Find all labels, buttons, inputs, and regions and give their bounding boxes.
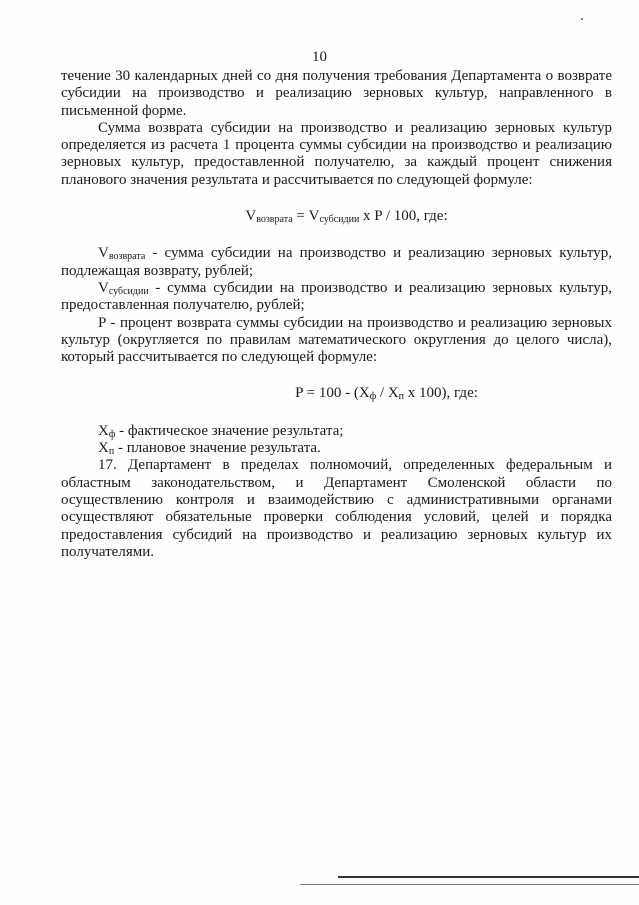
def-v-subsidy-sub: субсидии: [108, 285, 149, 297]
formula-percent-end: x 100), где:: [404, 385, 478, 402]
formula-refund-v1: V: [245, 208, 257, 225]
def-x-planned-sub: п: [108, 446, 115, 458]
formula-refund-rest: x P / 100, где:: [359, 208, 448, 225]
formula-refund: [61, 208, 612, 225]
def-v-refund-sub: возврата: [108, 251, 146, 263]
formula-percent: [61, 385, 612, 402]
scan-speck: [581, 18, 583, 20]
formula-percent-sub1: ф: [369, 391, 377, 403]
def-x-actual-text: - фактическое значение результата;: [115, 422, 344, 439]
document-body: [61, 68, 612, 561]
formula-refund-v2: V: [308, 208, 320, 225]
definition-x-planned: [61, 440, 612, 457]
formula-percent-mid: / X: [376, 385, 399, 402]
definition-v-refund: [61, 245, 612, 280]
def-v-subsidy-symbol: V: [98, 279, 109, 296]
footer-rule-thin: [300, 884, 639, 885]
definition-x-actual: [61, 423, 612, 440]
paragraph-refund-amount: Сумма возврата субсидии на производство и реализацию зерновых культур определяется из расчета 1 процента суммы субсидии на производство и реализацию зерновых культур, предоставленной получателю, за каждый процент снижения планового значения результата и рассчитывается по следующей формуле:: [61, 119, 612, 188]
definition-p-percent: P - процент возврата суммы субсидии на производство и реализацию зерновых культур (округляется по правилам математического округления до целого числа), который рассчитывается по следующей формуле:: [61, 314, 612, 366]
def-x-actual-symbol: X: [98, 422, 109, 439]
def-x-planned-symbol: X: [98, 440, 109, 457]
def-x-actual-sub: ф: [108, 428, 116, 440]
def-x-planned-text: - плановое значение результата.: [114, 440, 321, 457]
footer-rule: [338, 876, 639, 878]
paragraph-17: 17. Департамент в пределах полномочий, определенных федеральным и областным законодательством, и Департамент Смоленской области по осуществлению контроля и взаимодействию с административными органами осуществляют обязательные проверки соблюдения условий, целей и порядка предоставления субсидий на производство и реализацию зерновых культур их получателями.: [61, 457, 612, 560]
definition-v-subsidy: [61, 280, 612, 315]
formula-percent-start: P = 100 - (X: [295, 385, 370, 402]
def-v-refund-symbol: V: [98, 245, 109, 262]
formula-refund-sub2: субсидии: [319, 214, 360, 226]
formula-percent-sub2: п: [398, 391, 405, 403]
def-v-subsidy-text: - сумма субсидии на производство и реализацию зерновых культур, предоставленная получателю, рублей;: [61, 279, 612, 314]
formula-refund-eq: =: [292, 208, 309, 225]
def-v-refund-text: - сумма субсидии на производство и реализацию зерновых культур, подлежащая возврату, рублей;: [61, 245, 612, 279]
paragraph-continuation: течение 30 календарных дней со дня получения требования Департамента о возврате субсидии на производство и реализацию зерновых культур, направленного в письменной форме.: [61, 68, 612, 119]
page-number: 10: [312, 49, 327, 65]
formula-refund-sub1: возврата: [256, 214, 293, 226]
